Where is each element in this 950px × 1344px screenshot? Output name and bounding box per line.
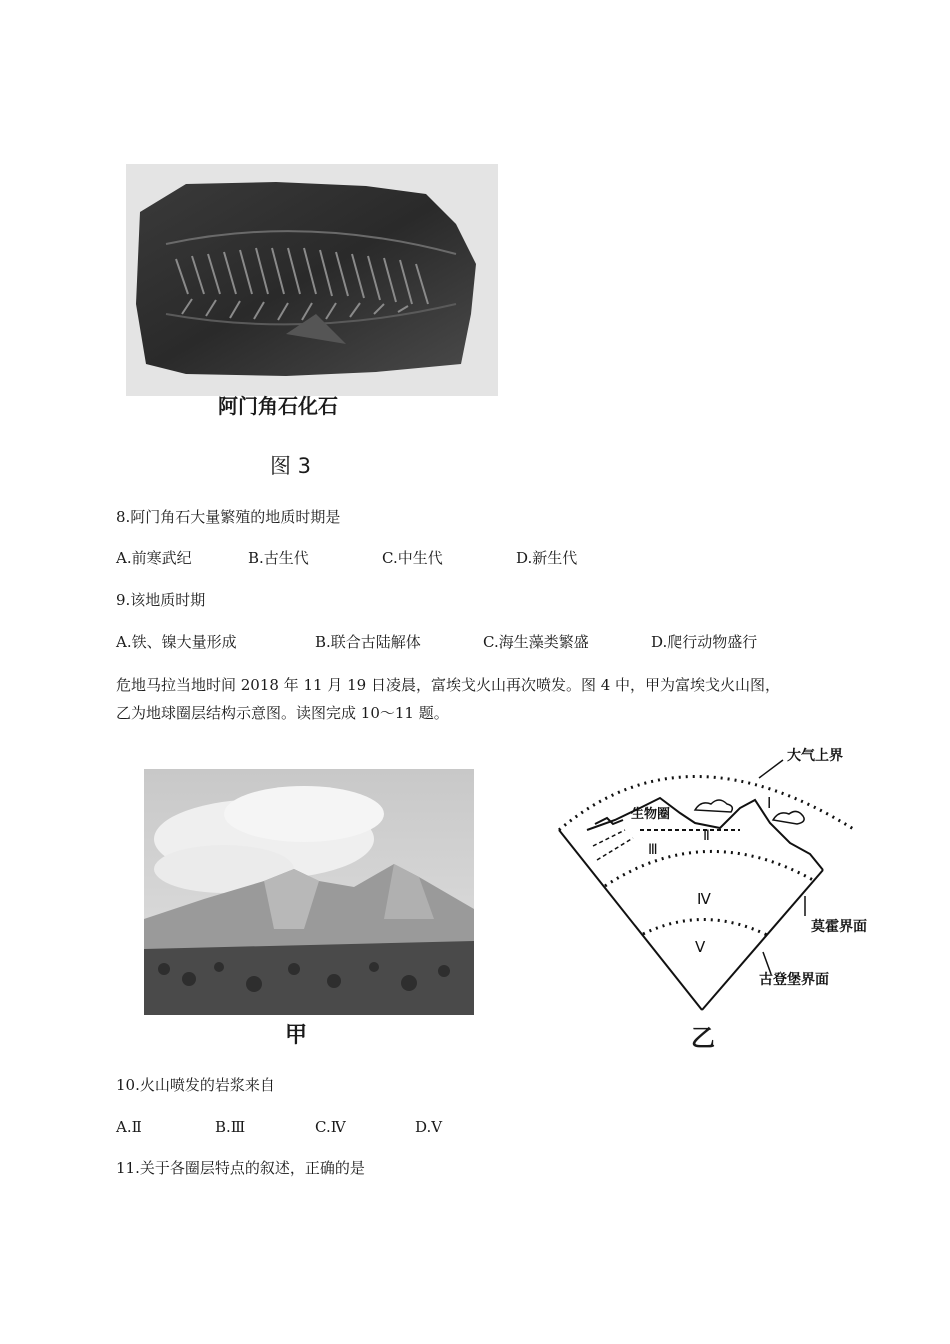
sector-left-edge	[559, 830, 702, 1010]
q9-option-c[interactable]: C.海生藻类繁盛	[483, 633, 589, 651]
q8-option-b[interactable]: B.古生代	[248, 549, 309, 567]
fossil-photo-caption: 阿门角石化石	[218, 394, 338, 418]
q10-option-d[interactable]: D.Ⅴ	[415, 1118, 443, 1136]
layer-3-label: Ⅲ	[648, 842, 658, 858]
q8-option-a[interactable]: A.前寒武纪	[116, 549, 192, 567]
volcano-photo	[144, 769, 474, 1015]
gutenberg-arc	[643, 919, 769, 936]
question-9-stem: 9.该地质时期	[116, 591, 206, 609]
figure-4-jia-label: 甲	[285, 1023, 308, 1048]
q10-option-a[interactable]: A.Ⅱ	[116, 1118, 142, 1136]
layer-2-label: Ⅱ	[703, 828, 710, 844]
sector-right-edge	[702, 870, 823, 1010]
layer-4-label: Ⅳ	[697, 890, 711, 908]
atmosphere-top-label: 大气上界	[787, 748, 843, 764]
question-10-stem: 10.火山喷发的岩浆来自	[116, 1076, 275, 1094]
q10-option-b[interactable]: B.Ⅲ	[215, 1118, 246, 1136]
figure-4-jia	[140, 765, 480, 1065]
moho-arc	[605, 851, 813, 886]
earth-spheres-diagram	[545, 738, 915, 1056]
intro-paragraph-line-1: 危地马拉当地时间 2018 年 11 月 19 日凌晨，富埃戈火山再次喷发。图 4 中，甲为富埃戈火山图，	[116, 676, 781, 694]
cloud-icon	[695, 800, 732, 812]
figure-4-yi	[545, 738, 915, 1056]
q8-option-d[interactable]: D.新生代	[516, 549, 578, 567]
gutenberg-label: 古登堡界面	[759, 972, 829, 988]
q9-option-a[interactable]: A.铁、镍大量形成	[116, 633, 237, 651]
q10-option-c[interactable]: C.Ⅳ	[315, 1118, 346, 1136]
cloud-icon-2	[773, 811, 804, 824]
intro-paragraph-line-2: 乙为地球圈层结构示意图。读图完成 10～11 题。	[116, 704, 449, 722]
q9-option-d[interactable]: D.爬行动物盛行	[651, 633, 758, 651]
layer-1-label: Ⅰ	[767, 794, 772, 812]
layer-5-label: Ⅴ	[695, 938, 706, 956]
figure-3-label: 图 3	[270, 454, 312, 478]
q8-option-c[interactable]: C.中生代	[382, 549, 443, 567]
biosphere-label: 生物圈	[631, 807, 671, 822]
question-8-stem: 8.阿门角石大量繁殖的地质时期是	[116, 508, 341, 526]
q9-option-b[interactable]: B.联合古陆解体	[315, 633, 421, 651]
figure-3	[118, 160, 508, 480]
ammonoid-fossil-photo	[126, 164, 498, 396]
figure-4-yi-label: 乙	[691, 1024, 715, 1052]
moho-label: 莫霍界面	[811, 919, 867, 935]
question-11-stem: 11.关于各圈层特点的叙述，正确的是	[116, 1159, 365, 1177]
